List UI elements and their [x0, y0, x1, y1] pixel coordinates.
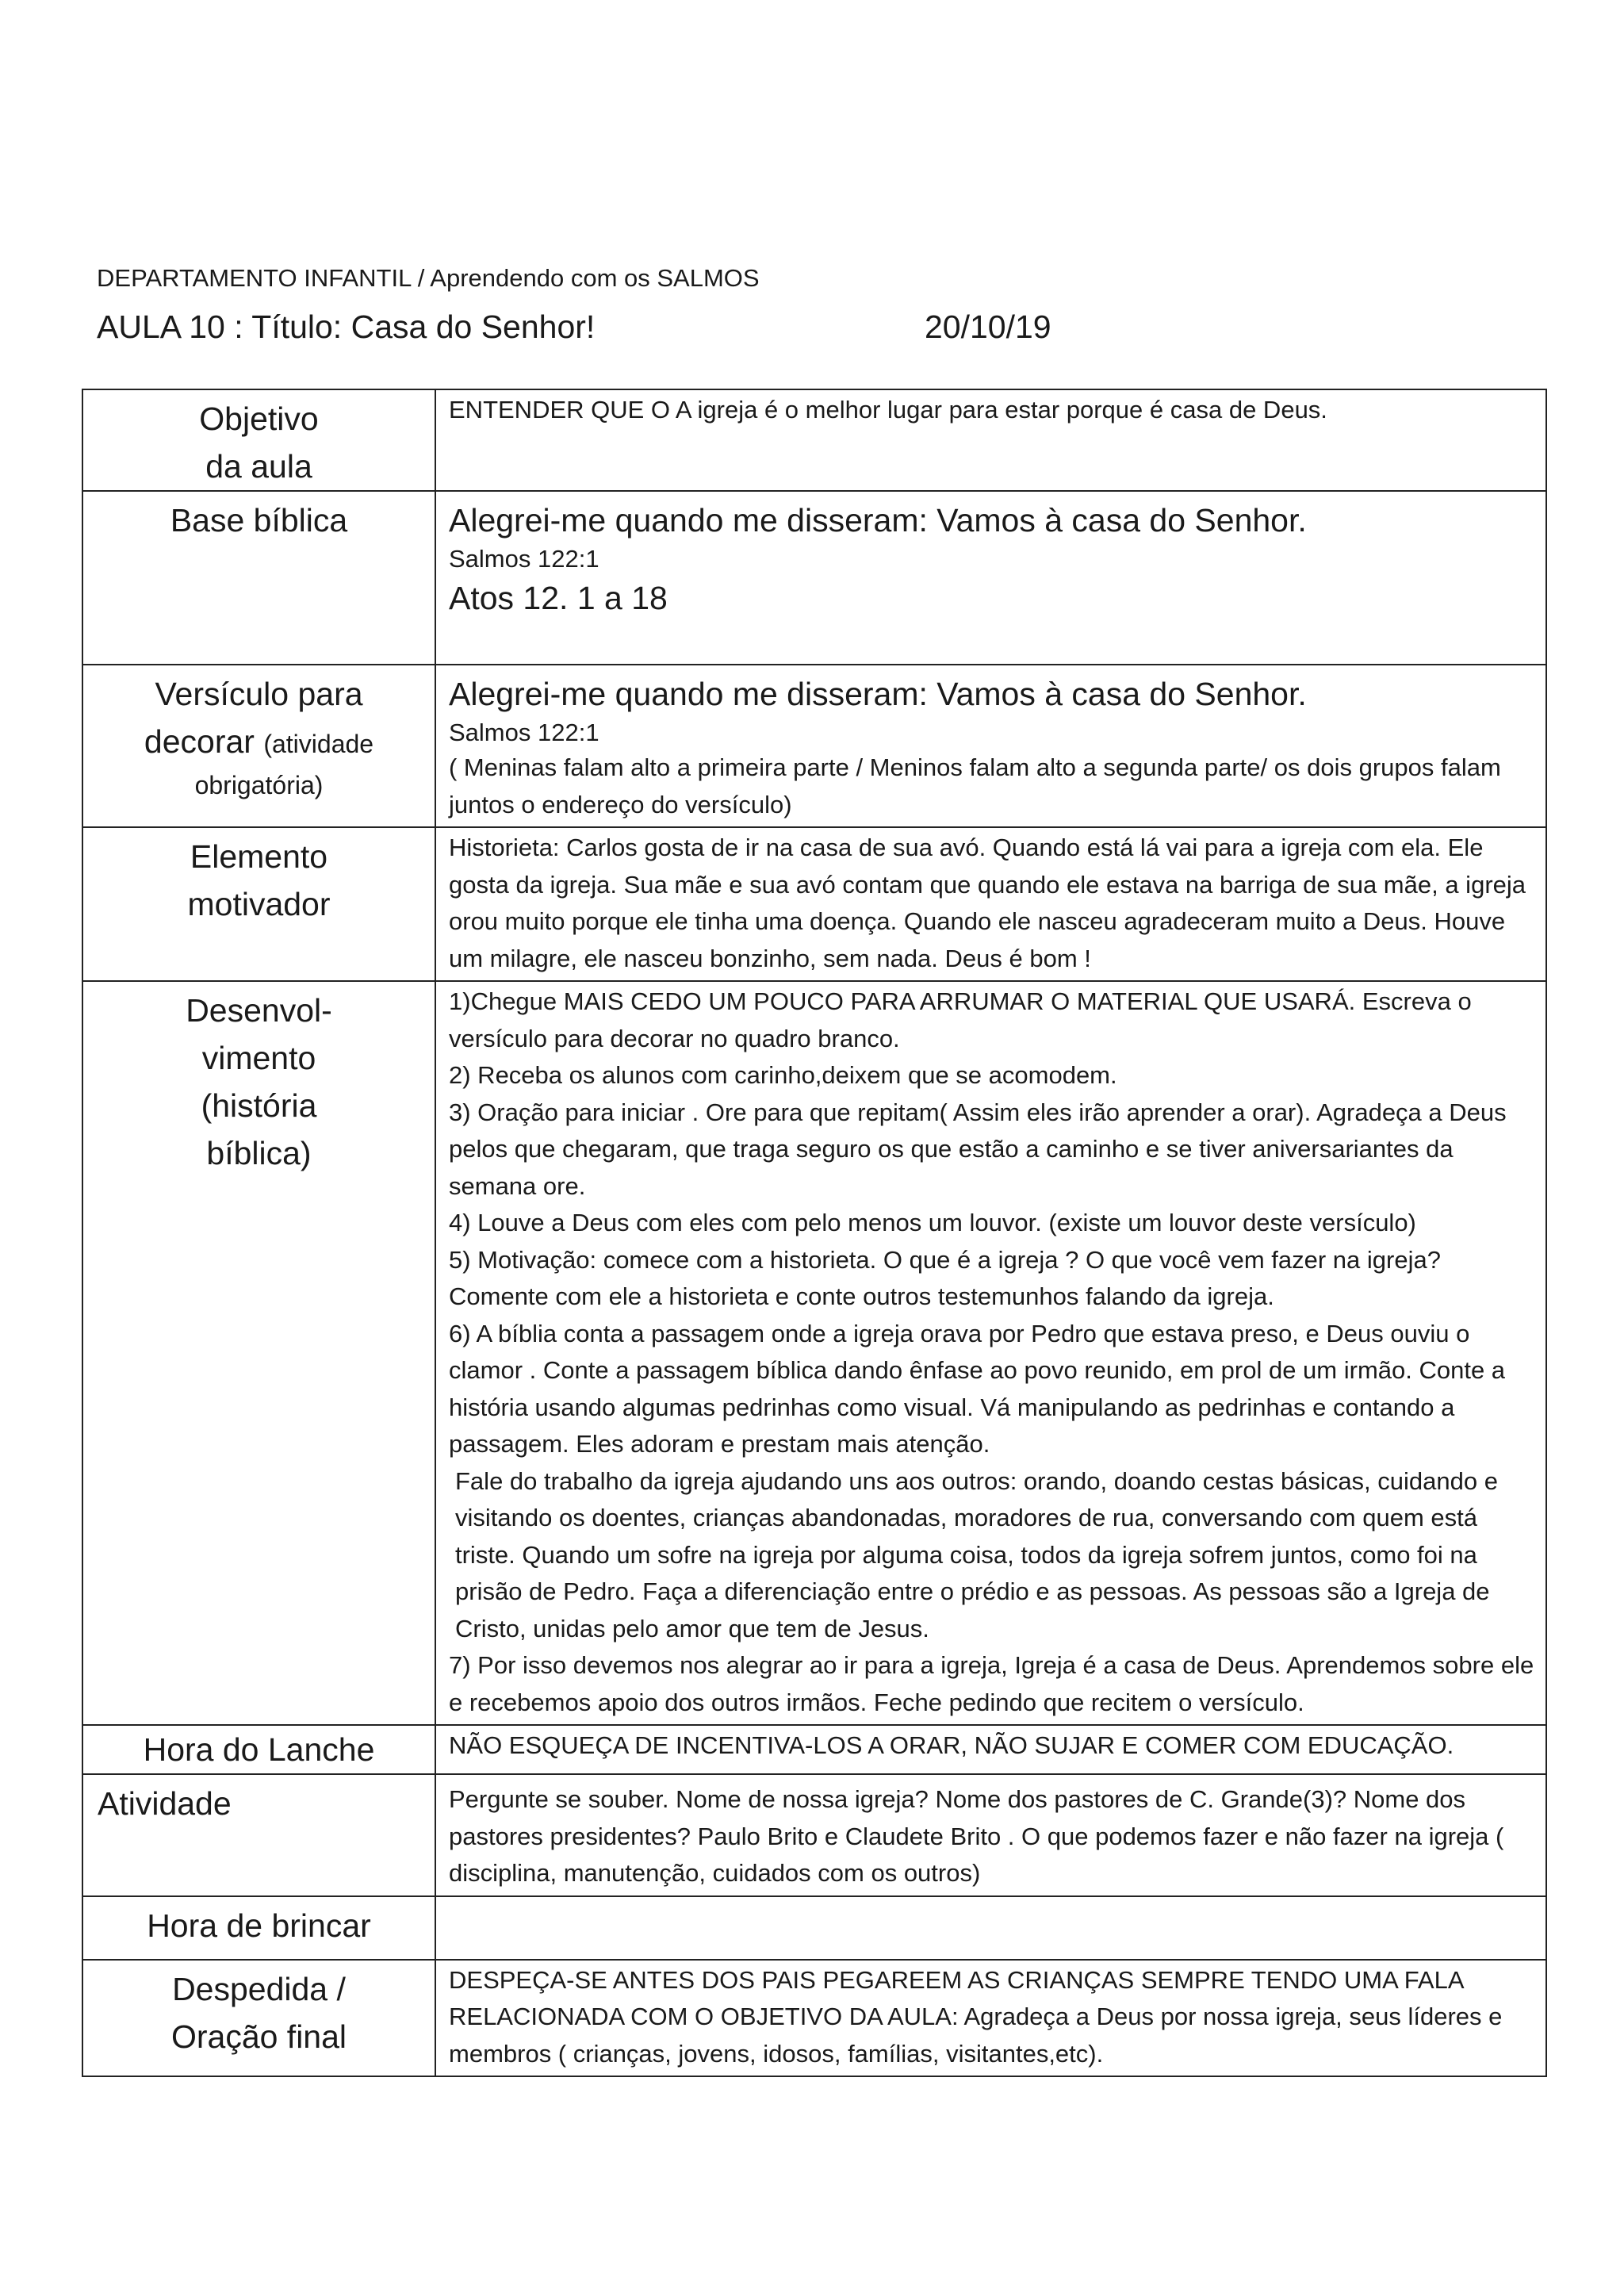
lesson-plan-table: [82, 389, 1547, 2077]
row-despedida: [82, 1960, 1546, 2077]
label-atividade-text: Atividade: [98, 1785, 232, 1822]
label-objetivo-line2: da aula: [205, 448, 312, 485]
label-lanche-text: Hora do Lanche: [143, 1731, 375, 1768]
label-brincar: [82, 1896, 435, 1960]
row-hora-do-lanche: [82, 1725, 1546, 1774]
content-desenvolvimento: [435, 981, 1546, 1725]
label-versiculo: [82, 665, 435, 827]
base-extra-reference: Atos 12. 1 a 18: [449, 580, 668, 616]
base-verse: Alegrei-me quando me disseram: Vamos à casa do Senhor.: [449, 502, 1307, 539]
label-desenvolvimento-line1: Desenvol-: [186, 992, 332, 1029]
label-objetivo: [82, 389, 435, 491]
label-desenvolvimento-line4: bíblica): [206, 1135, 312, 1171]
versiculo-reference: Salmos 122:1: [449, 719, 599, 746]
label-versiculo-line2: decorar: [144, 723, 255, 760]
label-base-biblica: [82, 491, 435, 665]
row-desenvolvimento: [82, 981, 1546, 1725]
label-elemento-line2: motivador: [187, 886, 331, 922]
content-versiculo: [435, 665, 1546, 827]
content-brincar: [435, 1896, 1546, 1960]
label-versiculo-small-a: (atividade: [263, 730, 374, 758]
dev-step-2: 2) Receba os alunos com carinho,deixem que se acomodem.: [449, 1061, 1117, 1089]
label-brincar-text: Hora de brincar: [147, 1907, 371, 1944]
department-heading: DEPARTAMENTO INFANTIL / Aprendendo com os SALMOS: [97, 264, 760, 292]
dev-step-7: 7) Por isso devemos nos alegrar ao ir para a igreja, Igreja é a casa de Deus. Aprendemos sobre ele e recebemos apoio dos outros irmãos. Feche pedindo que recitem o versículo.: [449, 1651, 1534, 1716]
versiculo-note: ( Meninas falam alto a primeira parte / Meninos falam alto a segunda parte/ os dois grupos falam juntos o endereço do versículo): [449, 753, 1501, 818]
atividade-text: Pergunte se souber. Nome de nossa igreja? Nome dos pastores de C. Grande(3)? Nome dos pastores presidentes? Paulo Brito e Claudete Brito . O que podemos fazer e não fazer na igreja ( disciplina, manutenção, cuidados com os outros): [449, 1785, 1504, 1887]
label-desenvolvimento: [82, 981, 435, 1725]
content-atividade: [435, 1774, 1546, 1896]
label-elemento: [82, 827, 435, 981]
label-base-biblica-text: Base bíblica: [170, 502, 348, 539]
content-despedida: [435, 1960, 1546, 2077]
label-desenvolvimento-line3: (história: [201, 1087, 317, 1124]
label-versiculo-line1: Versículo para: [155, 676, 363, 712]
dev-step-6: 6) A bíblia conta a passagem onde a igreja orava por Pedro que estava preso, e Deus ouviu o clamor . Conte a passagem bíblica dando ênfase ao povo reunido, em prol de um irmão. Conte a história usando algumas pedrinhas como visual. Vá manipulando as pedrinhas e contando a passagem. Eles adoram e prestam mais atenção.: [449, 1319, 1506, 1458]
row-objetivo: [82, 389, 1546, 491]
label-objetivo-line1: Objetivo: [199, 401, 319, 437]
label-despedida-line1: Despedida /: [172, 1970, 346, 2007]
content-lanche: [435, 1725, 1546, 1774]
elemento-text: Historieta: Carlos gosta de ir na casa de sua avó. Quando está lá vai para a igreja com ela. Ele gosta da igreja. Sua mãe e sua avó contam que quando ele estava na barriga de sua mãe, a igreja orou muito porque ele tinha uma doença. Quando ele nasceu agradeceram muito a Deus. Houve um milagre, ele nasceu bonzinho, sem nada. Deus é bom !: [449, 834, 1526, 972]
dev-step-3: 3) Oração para iniciar . Ore para que repitam( Assim eles irão aprender a orar). Agradeça a Deus pelos que chegaram, que traga seguro os que estão a caminho e se tiver aniversariantes da semana ore.: [449, 1098, 1507, 1200]
content-objetivo: [435, 389, 1546, 491]
row-versiculo: [82, 665, 1546, 827]
row-base-biblica: [82, 491, 1546, 665]
label-atividade: [82, 1774, 435, 1896]
label-versiculo-small-b: obrigatória): [194, 771, 324, 799]
content-base-biblica: [435, 491, 1546, 665]
content-elemento: [435, 827, 1546, 981]
versiculo-verse: Alegrei-me quando me disseram: Vamos à casa do Senhor.: [449, 676, 1307, 712]
dev-step-6b: Fale do trabalho da igreja ajudando uns aos outros: orando, doando cestas básicas, cuidando e visitando os doentes, crianças abandonadas, moradores de rua, conversando com quem está triste. Quando um sofre na igreja por alguma coisa, todos da igreja sofrem juntos, como foi na prisão de Pedro. Faça a diferenciação entre o prédio e as pessoas. As pessoas são a Igreja de Cristo, unidas pelo amor que tem de Jesus.: [455, 1466, 1498, 1642]
dev-step-4: 4) Louve a Deus com eles com pelo menos um louvor. (existe um louvor deste versículo): [449, 1209, 1416, 1236]
lesson-date: 20/10/19: [925, 309, 1051, 345]
label-despedida: [82, 1960, 435, 2077]
row-atividade: [82, 1774, 1546, 1896]
label-desenvolvimento-line2: vimento: [201, 1040, 316, 1076]
dev-step-5: 5) Motivação: comece com a historieta. O que é a igreja ? O que você vem fazer na igreja? Comente com ele a historieta e conte outros testemunhos falando da igreja.: [449, 1245, 1441, 1310]
label-versiculo-line2-wrap: [91, 718, 427, 768]
label-despedida-line2: Oração final: [170, 2018, 347, 2055]
dev-step-1: 1)Chegue MAIS CEDO UM POUCO PARA ARRUMAR O MATERIAL QUE USARÁ. Escreva o versículo para decorar no quadro branco.: [449, 987, 1472, 1052]
label-lanche: [82, 1725, 435, 1774]
despedida-text: DESPEÇA-SE ANTES DOS PAIS PEGAREEM AS CRIANÇAS SEMPRE TENDO UMA FALA RELACIONADA COM O OBJETIVO DA AULA: Agradeça a Deus por nossa igreja, seus líderes e membros ( crianças, jovens, idosos, famílias, visitantes,etc).: [449, 1965, 1503, 2068]
lesson-title: AULA 10 : Título: Casa do Senhor!: [97, 309, 596, 345]
row-hora-de-brincar: [82, 1896, 1546, 1960]
base-reference: Salmos 122:1: [449, 545, 599, 573]
label-elemento-line1: Elemento: [190, 838, 328, 875]
row-elemento-motivador: [82, 827, 1546, 981]
objetivo-text: ENTENDER QUE O A igreja é o melhor lugar para estar porque é casa de Deus.: [449, 396, 1327, 424]
lanche-text: NÃO ESQUEÇA DE INCENTIVA-LOS A ORAR, NÃO SUJAR E COMER COM EDUCAÇÃO.: [449, 1731, 1454, 1759]
